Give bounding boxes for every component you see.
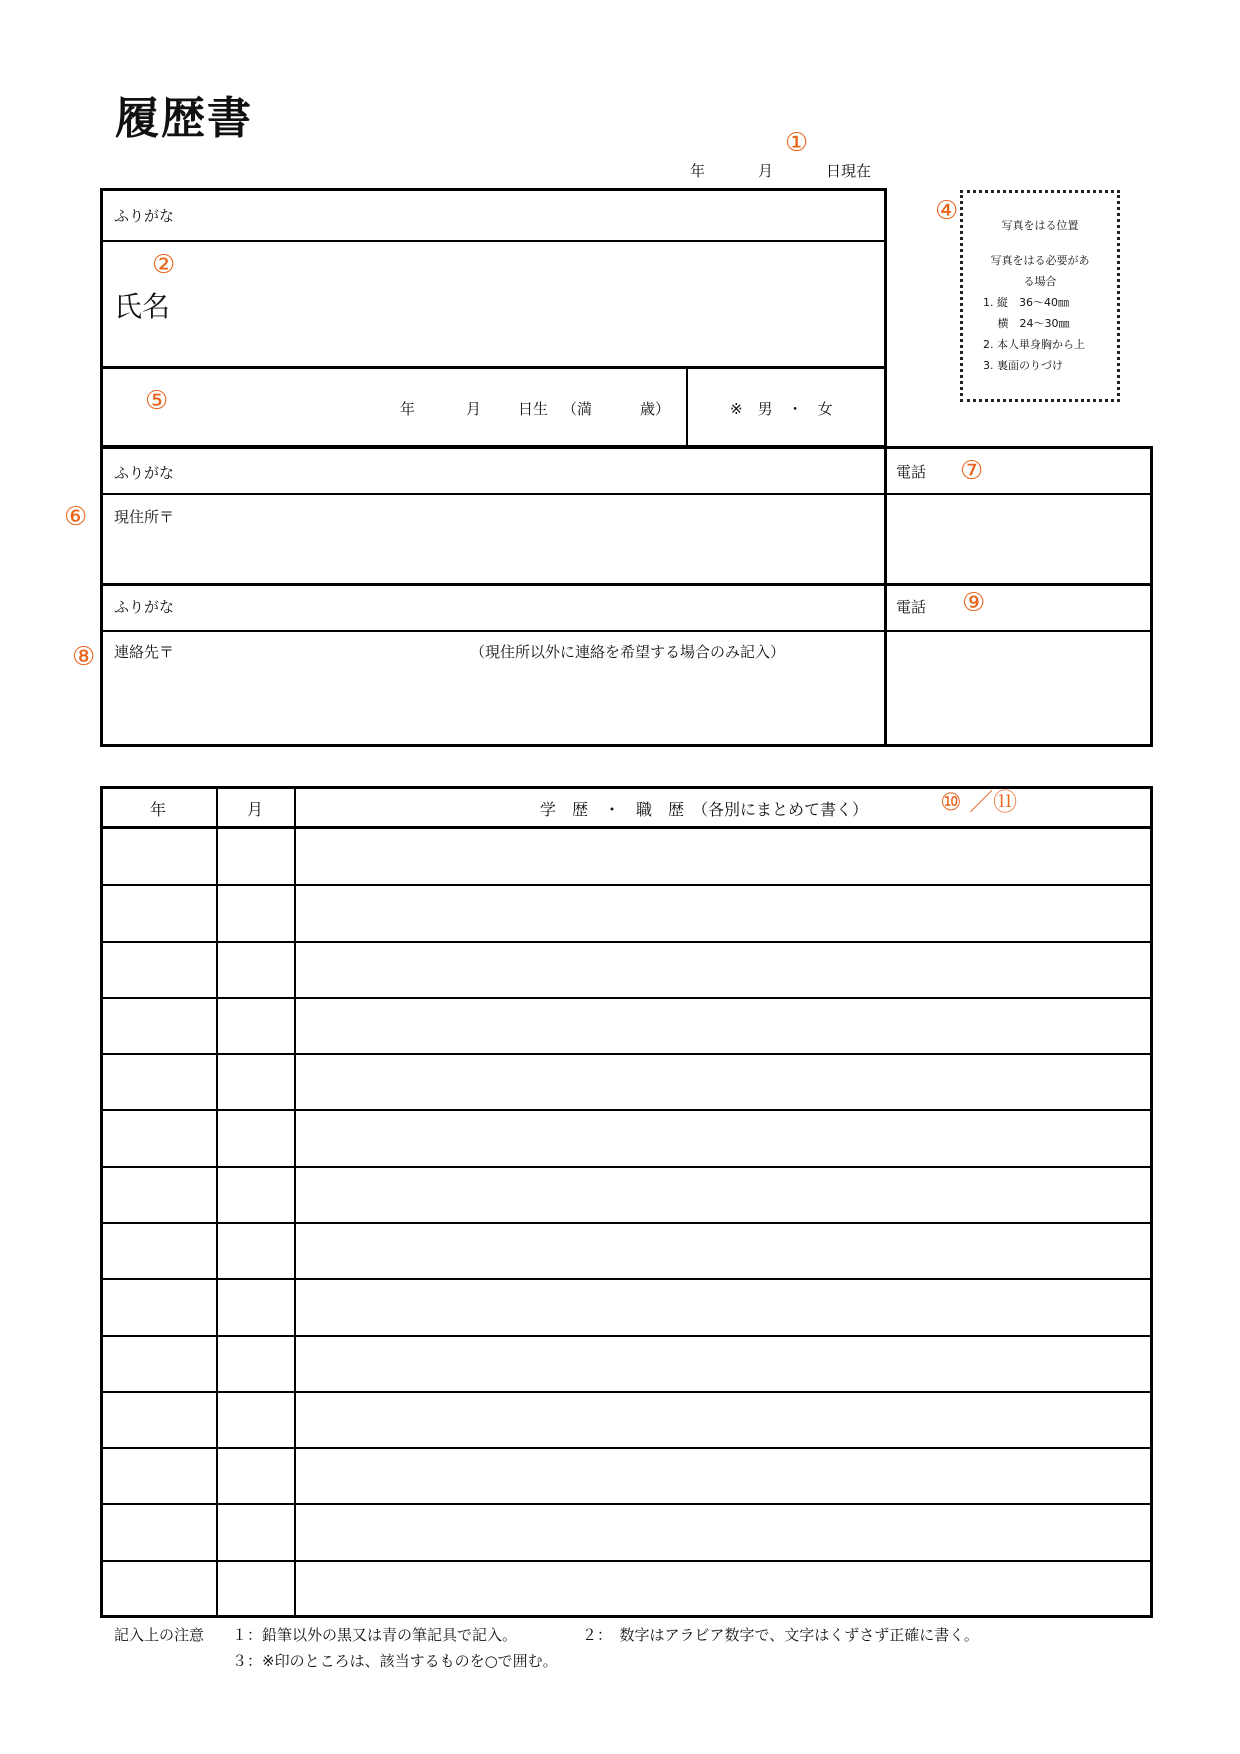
marker-1: ① bbox=[785, 128, 809, 158]
address-label: 現住所〒 bbox=[114, 508, 175, 526]
table-row-line bbox=[102, 1447, 1151, 1449]
contact-note: （現住所以外に連絡を希望する場合のみ記入） bbox=[470, 643, 786, 661]
photo-instruction: 横 24～30㎜ bbox=[983, 317, 1070, 330]
marker-2: ② bbox=[152, 250, 176, 280]
contact-phone-label: 電話 bbox=[896, 598, 927, 616]
birth-day-label: 日生 bbox=[518, 400, 549, 418]
date-year-label: 年 bbox=[690, 162, 706, 180]
contact-furigana-label: ふりがな bbox=[114, 598, 175, 616]
divider bbox=[102, 493, 1151, 495]
table-row-line bbox=[102, 1335, 1151, 1337]
marker-6: ⑥ bbox=[64, 502, 88, 532]
header-divider bbox=[102, 826, 1151, 829]
note-3: ３：※印のところは、該当するものを○で囲む。 bbox=[232, 1652, 558, 1670]
table-row-line bbox=[102, 941, 1151, 943]
divider bbox=[686, 368, 688, 446]
history-table bbox=[100, 786, 1153, 1618]
age-close-label: 歳） bbox=[640, 400, 671, 418]
marker-9: ⑨ bbox=[962, 588, 986, 618]
photo-instruction: 1. 縦 36～40㎜ bbox=[983, 296, 1069, 309]
gender-label: ※ 男 ・ 女 bbox=[730, 400, 833, 418]
birth-month-label: 月 bbox=[466, 400, 482, 418]
col-year-header: 年 bbox=[150, 800, 167, 819]
table-row-line bbox=[102, 1053, 1151, 1055]
table-row-line bbox=[102, 1166, 1151, 1168]
divider bbox=[102, 366, 885, 369]
table-row-line bbox=[102, 1560, 1151, 1562]
table-row-line bbox=[102, 997, 1151, 999]
birth-year-label: 年 bbox=[400, 400, 416, 418]
photo-sub-1: 写真をはる必要があ bbox=[990, 254, 1090, 267]
divider bbox=[884, 448, 887, 584]
marker-4: ④ bbox=[935, 196, 959, 226]
note-2: ２： 数字はアラビア数字で、文字はくずさず正確に書く。 bbox=[582, 1626, 979, 1644]
table-row-line bbox=[102, 1278, 1151, 1280]
date-day-label: 日現在 bbox=[826, 162, 872, 180]
photo-instructions bbox=[963, 292, 1117, 376]
address-section bbox=[100, 446, 1153, 586]
photo-title: 写真をはる位置 bbox=[1001, 219, 1079, 232]
contact-label: 連絡先〒 bbox=[114, 643, 175, 661]
col-history-header: 学 歴 ・ 職 歴 （各別にまとめて書く） bbox=[540, 800, 869, 819]
column-divider bbox=[216, 788, 218, 1616]
table-row-line bbox=[102, 1109, 1151, 1111]
table-row-line bbox=[102, 1391, 1151, 1393]
name-furigana-label: ふりがな bbox=[114, 207, 175, 225]
marker-5: ⑤ bbox=[145, 386, 169, 416]
marker-8: ⑧ bbox=[72, 642, 96, 672]
table-row-line bbox=[102, 884, 1151, 886]
age-open-label: （満 bbox=[562, 400, 593, 418]
column-divider bbox=[294, 788, 296, 1616]
table-row-line bbox=[102, 1503, 1151, 1505]
divider bbox=[102, 630, 1151, 632]
marker-7: ⑦ bbox=[960, 456, 984, 486]
photo-area[interactable] bbox=[960, 190, 1120, 402]
marker-10-11: ⑩ ／⑪ bbox=[940, 788, 1018, 816]
divider bbox=[884, 585, 887, 745]
photo-sub-2: る場合 bbox=[1023, 275, 1057, 288]
table-row-line bbox=[102, 1222, 1151, 1224]
contact-section bbox=[100, 583, 1153, 747]
notes-heading: 記入上の注意 bbox=[114, 1626, 205, 1644]
date-month-label: 月 bbox=[758, 162, 774, 180]
note-1: １：鉛筆以外の黒又は青の筆記具で記入。 bbox=[232, 1626, 518, 1644]
address-furigana-label: ふりがな bbox=[114, 464, 175, 482]
page-title: 履歴書 bbox=[115, 93, 253, 144]
divider bbox=[102, 240, 885, 242]
photo-instruction: 2. 本人単身胸から上 bbox=[983, 338, 1085, 351]
address-phone-label: 電話 bbox=[896, 463, 927, 481]
name-label: 氏名 bbox=[114, 290, 171, 323]
photo-instruction: 3. 裏面のりづけ bbox=[983, 359, 1063, 372]
col-month-header: 月 bbox=[247, 800, 264, 819]
